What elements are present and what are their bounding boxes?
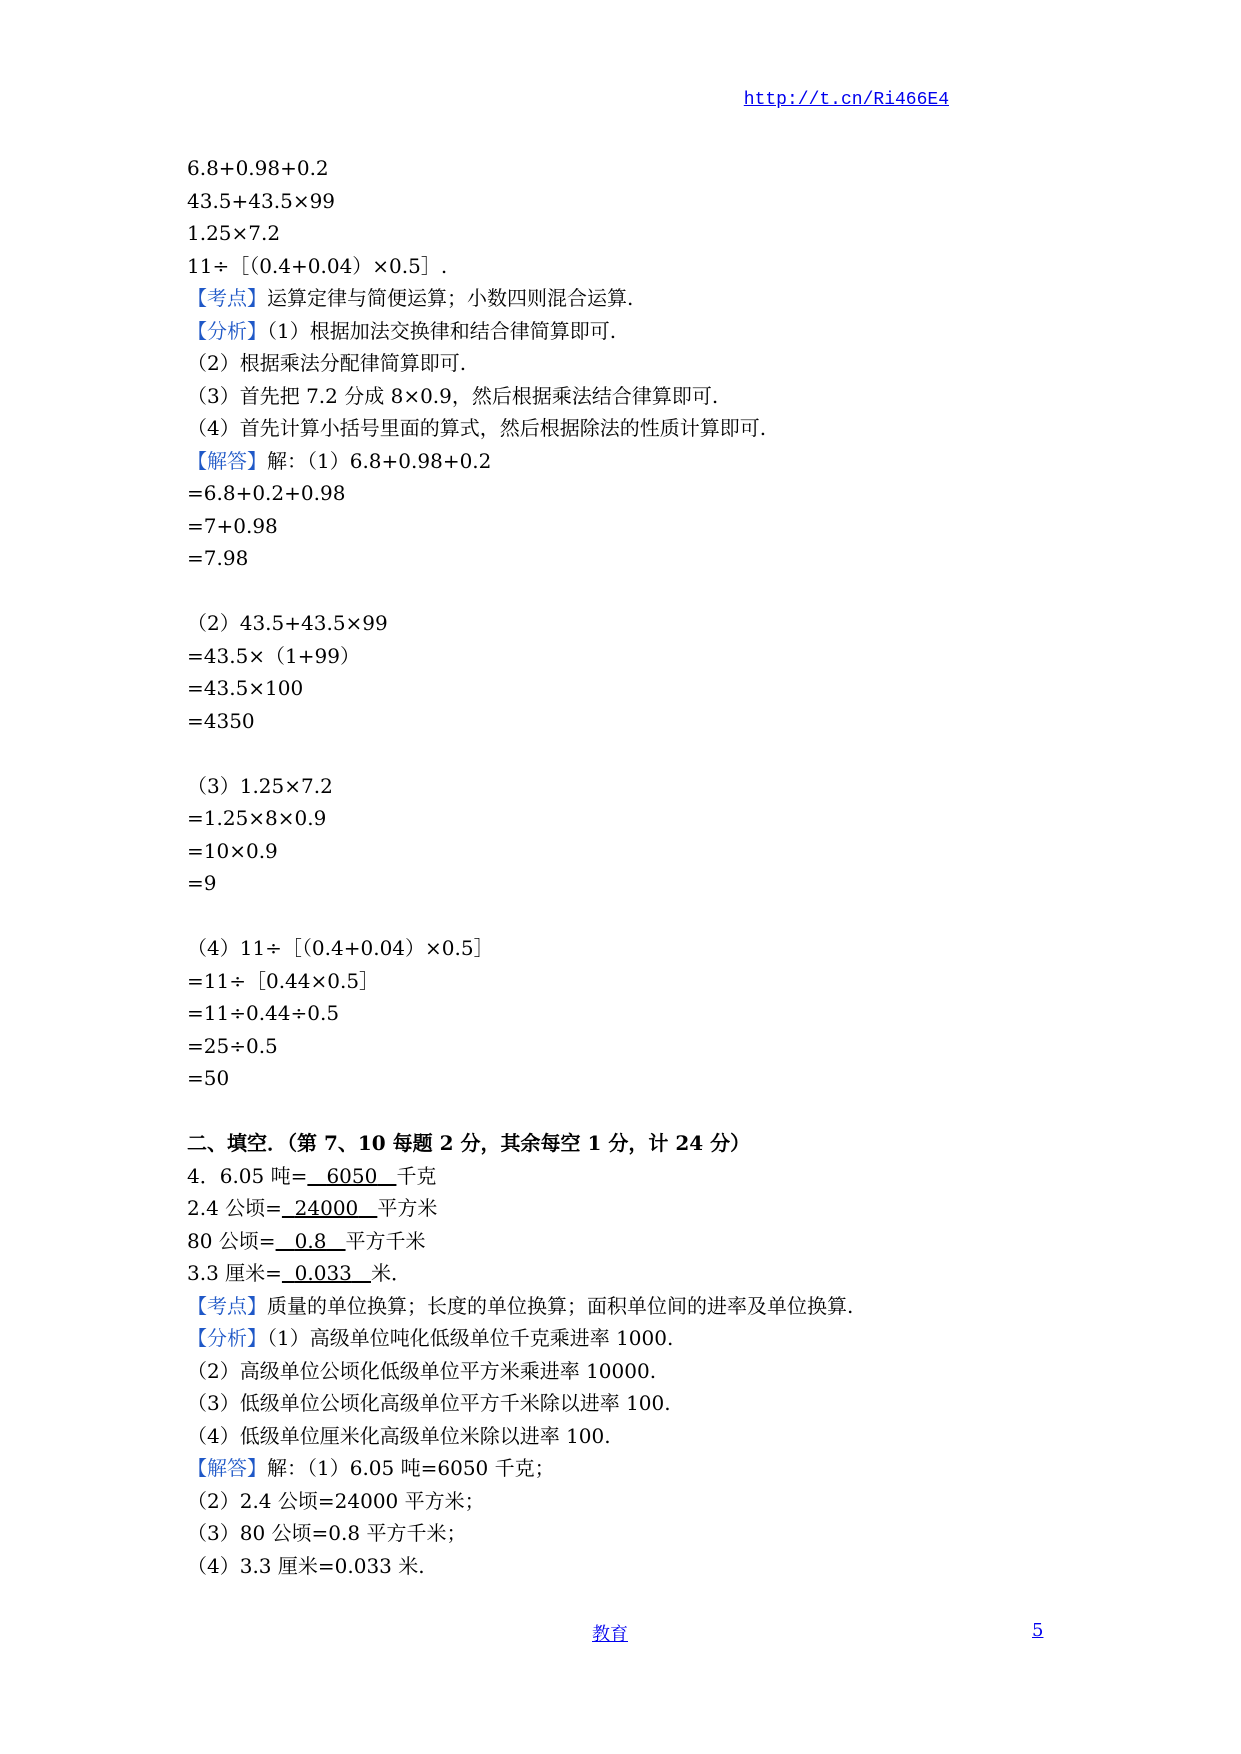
fenxi-tag: 【分析】 [187,318,267,343]
answer-line: =11÷0.44÷0.5 [187,1001,340,1025]
fill-prefix: 2.4 公顷= [187,1196,282,1220]
header-link[interactable]: http://t.cn/Ri466E4 [743,90,949,110]
spacer [187,1095,1067,1128]
answer-line: =50 [187,1066,230,1090]
answer-line: =9 [187,871,217,895]
jieda-line [187,1452,1067,1485]
footer-link[interactable]: 教育 [592,1624,628,1645]
fenxi-line: （2）高级单位公顷化低级单位平方米乘进率 10000. [187,1358,657,1383]
question-line: 1.25×7.2 [187,221,281,245]
jieda-tag: 【解答】 [187,448,267,473]
fill-line [187,1257,1067,1290]
fill-line [187,1225,1067,1258]
fill-blank [282,1196,377,1220]
fenxi-line: （4）低级单位厘米化高级单位米除以进率 100. [187,1423,611,1448]
answer-line: =43.5×（1+99） [187,643,360,668]
fill-prefix: 80 公顷= [187,1228,276,1253]
fill-suffix: 平方米 [377,1196,438,1220]
question-line: 6.8+0.98+0.2 [187,156,329,180]
fenxi-line: （3）首先把 7.2 分成 8×0.9，然后根据乘法结合律算即可. [187,383,719,408]
question-line: 43.5+43.5×99 [187,188,336,213]
jieda-tag: 【解答】 [187,1456,267,1480]
answer-line: =11÷［0.44×0.5］ [187,968,380,993]
fenxi-line: （4）首先计算小括号里面的算式，然后根据除法的性质计算即可. [187,416,767,440]
answer-line: =7+0.98 [187,513,278,538]
answer-line: =10×0.9 [187,838,278,863]
answer-line: =7.98 [187,546,249,570]
fill-suffix: 千克 [396,1163,437,1188]
answer-line: =6.8+0.2+0.98 [187,481,346,505]
section-heading: 二、填空．（第 7、10 每题 2 分，其余每空 1 分，计 24 分） [187,1131,751,1155]
answer-line: =1.25×8×0.9 [187,806,327,830]
answer-line: （3）80 公顷=0.8 平方千米； [187,1521,467,1545]
kaodian-tag: 【考点】 [187,286,267,310]
fill-line [187,1192,1067,1225]
fill-blank [276,1229,346,1253]
fill-prefix: 4．6.05 吨= [187,1163,308,1188]
jieda-line [187,445,1067,478]
fenxi-line: （3）低级单位公顷化高级单位平方千米除以进率 100. [187,1391,671,1415]
fill-answer: 0.033 [294,1261,352,1285]
fenxi-line: （2）根据乘法分配律简算即可. [187,351,467,375]
fill-answer: 0.8 [294,1228,327,1253]
answer-line: （4）3.3 厘米=0.033 米. [187,1553,425,1578]
fenxi-line [187,315,1067,348]
content [187,152,1067,1582]
kaodian-line [187,282,1067,315]
answer-line: （4）11÷［（0.4+0.04）×0.5］ [187,936,494,960]
spacer [187,575,1067,608]
fill-blank [282,1261,371,1285]
question-line: 11÷［（0.4+0.04）×0.5］. [187,253,448,278]
jieda-text: 解：（1）6.8+0.98+0.2 [267,448,492,473]
spacer [187,737,1067,770]
answer-line: =25÷0.5 [187,1033,278,1058]
fenxi-text: （1）根据加法交换律和结合律简算即可. [267,318,617,343]
kaodian-text: 运算定律与简便运算；小数四则混合运算. [267,286,634,310]
fenxi-text: （1）高级单位吨化低级单位千克乘进率 1000. [267,1326,674,1350]
fill-suffix: 米． [370,1261,411,1285]
jieda-text: 解：（1）6.05 吨=6050 千克； [267,1456,555,1480]
answer-line: =4350 [187,708,255,733]
answer-line: （3）1.25×7.2 [187,773,333,798]
fenxi-line [187,1322,1067,1355]
page-number[interactable]: 5 [1032,1620,1044,1641]
fill-answer: 6050 [326,1163,378,1188]
kaodian-tag: 【考点】 [187,1293,267,1318]
spacer [187,900,1067,933]
fill-blank [307,1164,396,1188]
answer-line: （2）43.5+43.5×99 [187,611,388,635]
fill-prefix: 3.3 厘米= [187,1261,282,1285]
fenxi-tag: 【分析】 [187,1326,267,1350]
answer-line: （2）2.4 公顷=24000 平方米； [187,1488,485,1513]
answer-line: =43.5×100 [187,676,304,700]
kaodian-line [187,1290,1067,1323]
fill-suffix: 平方千米 [345,1228,426,1253]
fill-line [187,1160,1067,1193]
kaodian-text: 质量的单位换算；长度的单位换算；面积单位间的进率及单位换算. [267,1293,854,1318]
fill-answer: 24000 [294,1196,359,1220]
